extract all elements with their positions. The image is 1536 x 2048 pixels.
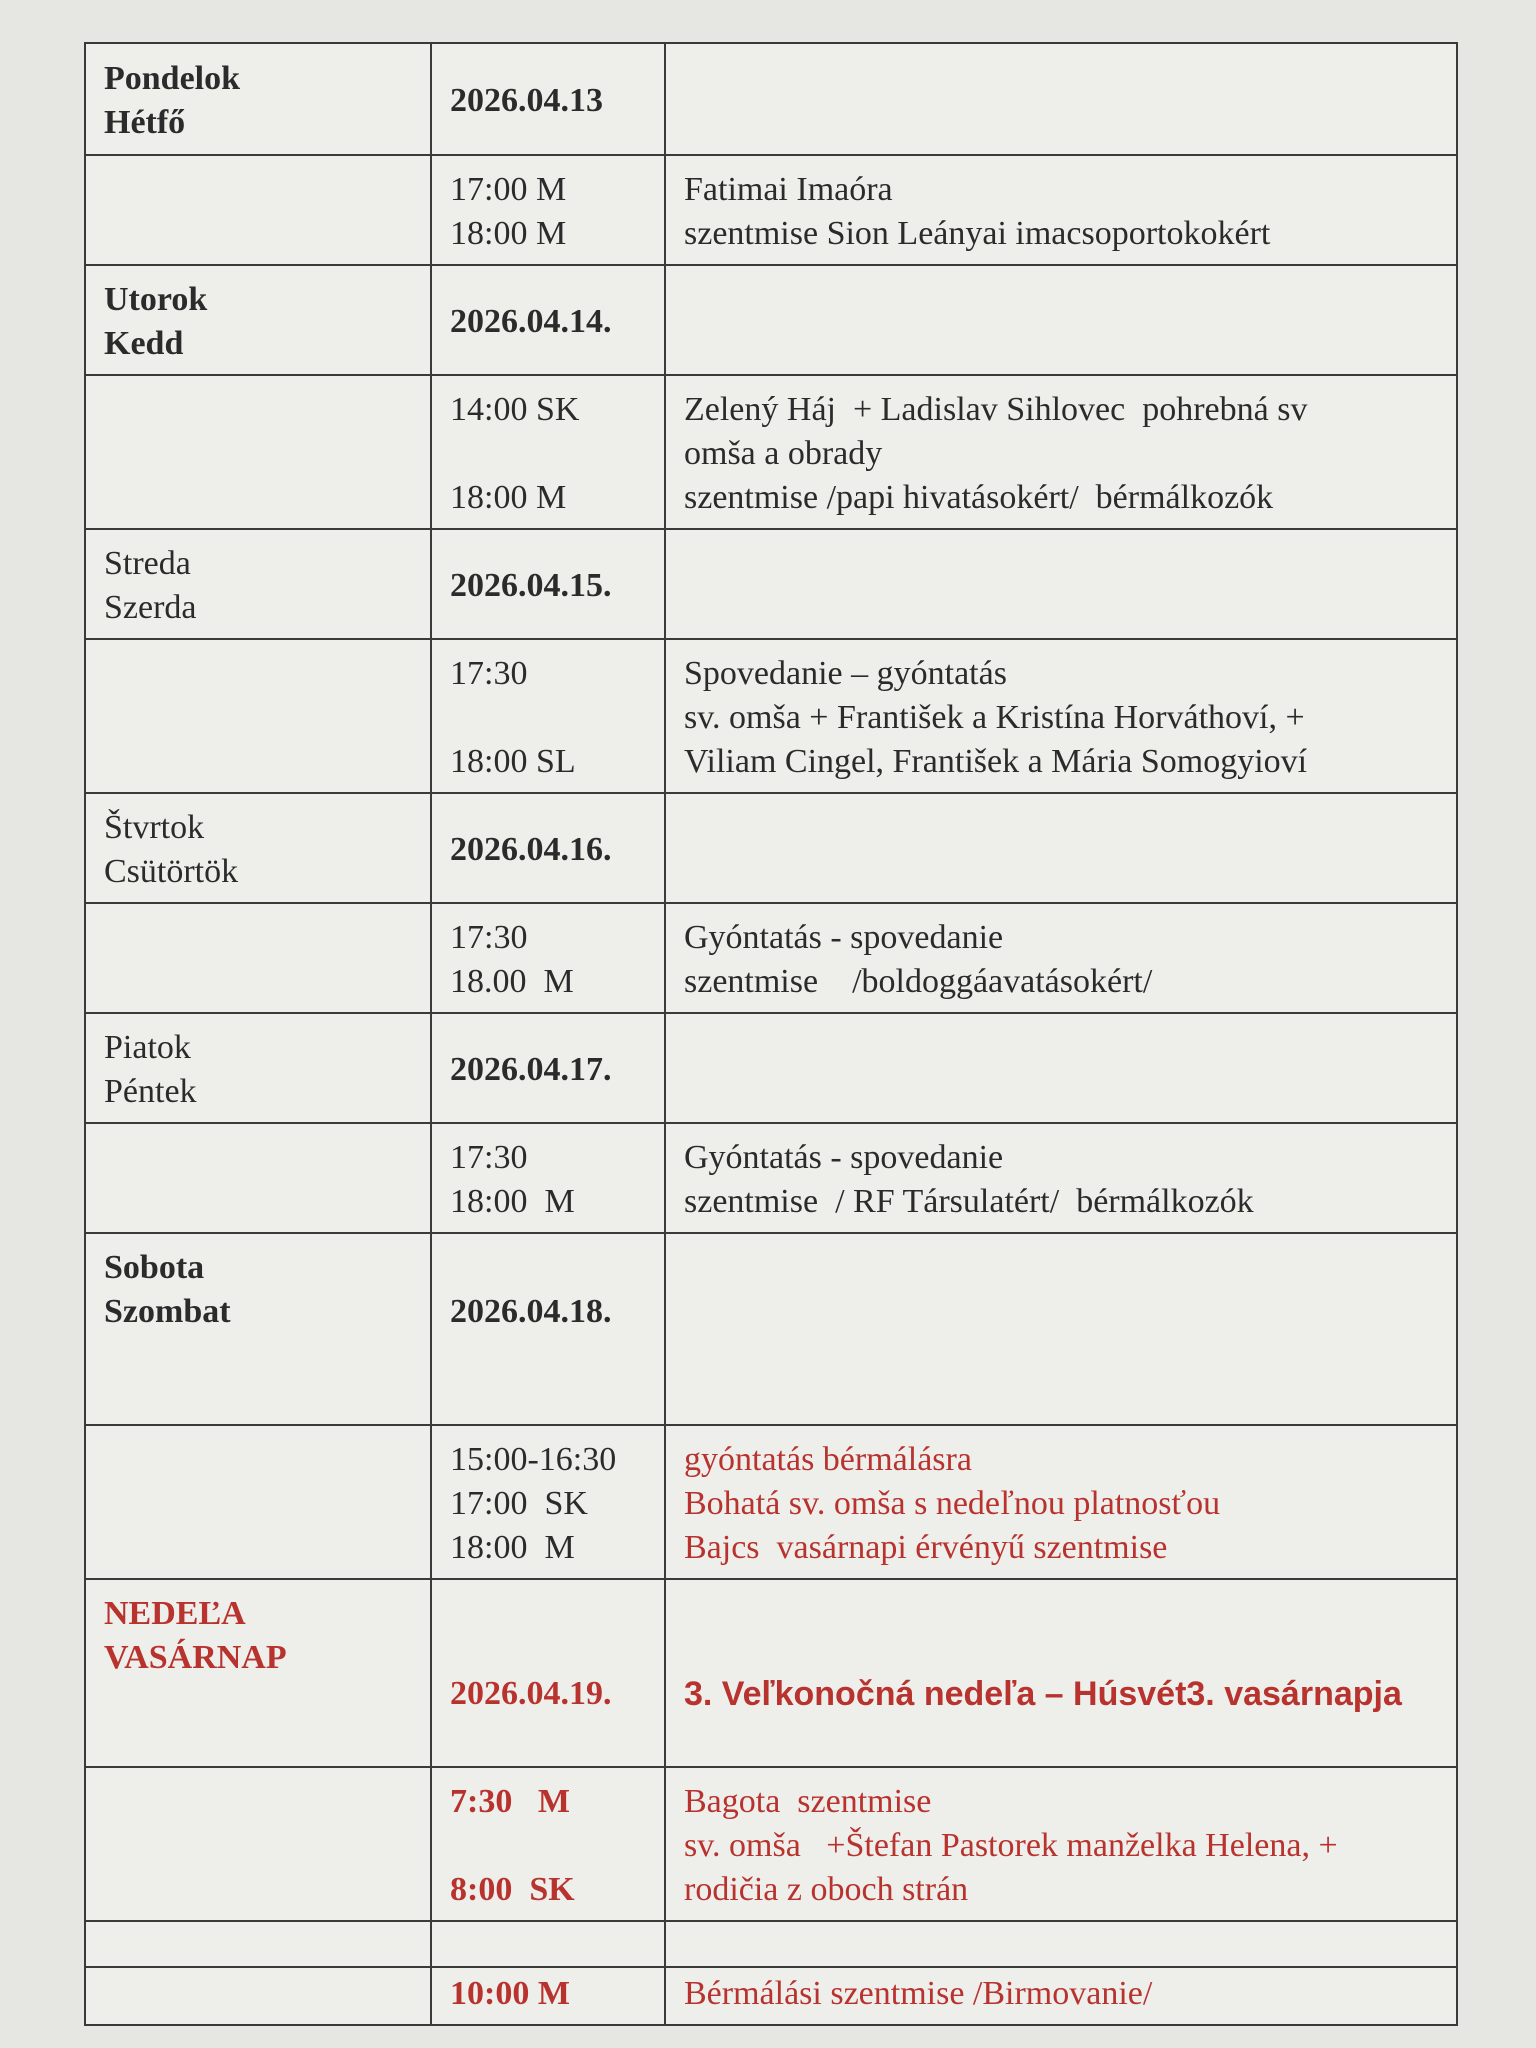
day-name-hu: Hétfő [104,104,186,141]
day-header-row [85,1233,1457,1425]
events-row [85,155,1457,265]
empty-cell [85,639,431,793]
day-name-hu: Péntek [104,1073,197,1110]
time-label: 7:30 M [450,1783,570,1820]
events-row [85,1767,1457,1921]
time-label: 15:00-16:30 [450,1441,617,1478]
event-text: Bajcs vasárnapi érvényű szentmise [684,1529,1168,1566]
day-name-sk: Sobota [104,1249,205,1286]
event-text: Spovedanie – gyóntatás [684,655,1007,692]
times-cell [431,639,665,793]
empty-cell [665,1921,1457,1967]
empty-cell [85,903,431,1013]
event-text: Fatimai Imaóra [684,171,893,208]
day-title-cell [665,265,1457,375]
day-title-cell [665,1233,1457,1425]
day-name-hu: Csütörtök [104,853,239,890]
day-name-cell [85,529,431,639]
day-name-sk: Štvrtok [104,809,205,846]
events-row [85,1123,1457,1233]
day-name-sk: Pondelok [104,60,241,97]
day-name-hu: Szombat [104,1293,231,1330]
day-title-cell [665,43,1457,155]
day-name-cell [85,43,431,155]
day-name-hu: Kedd [104,325,184,362]
empty-cell [85,1921,431,1967]
times-cell [431,1425,665,1579]
day-name-cell [85,1579,431,1767]
time-label: 17:30 [450,1139,528,1176]
day-name-sk: Streda [104,545,191,582]
event-text: rodičia z oboch strán [684,1871,969,1908]
events-cell [665,155,1457,265]
events-row [85,903,1457,1013]
event-text: Gyóntatás - spovedanie [684,1139,1004,1176]
time-label: 14:00 SK [450,391,580,428]
events-row [85,639,1457,793]
day-title-cell: 3. Veľkonočná nedeľa – Húsvét3. vasárnapja [665,1579,1457,1767]
time-label: 18:00 SL [450,743,576,780]
events-row [85,375,1457,529]
date-cell: 2026.04.18. [431,1233,665,1425]
day-title-cell [665,1013,1457,1123]
event-text: szentmise Sion Leányai imacsoportokokért [684,215,1271,252]
times-cell [431,155,665,265]
date-cell: 2026.04.16. [431,793,665,903]
time-label: 18.00 M [450,963,574,1000]
event-text: Bagota szentmise [684,1783,932,1820]
empty-cell [85,1123,431,1233]
time-label: 17:30 [450,919,528,956]
time-label: 17:30 [450,655,528,692]
events-cell [665,1123,1457,1233]
events-cell [665,903,1457,1013]
event-text: sv. omša + František a Kristína Horváthoví, + [684,699,1305,736]
times-cell [431,375,665,529]
event-text: Gyóntatás - spovedanie [684,919,1004,956]
event-text: Viliam Cingel, František a Mária Somogyioví [684,743,1308,780]
time-label: 18:00 M [450,215,567,252]
empty-cell [431,1921,665,1967]
times-cell [431,1123,665,1233]
times-cell [431,1767,665,1921]
time-label: 17:00 M [450,171,567,208]
day-name-hu: Szerda [104,589,197,626]
time-label: 8:00 SK [450,1871,575,1908]
day-name-cell [85,1233,431,1425]
day-title-cell [665,793,1457,903]
date-cell: 2026.04.13 [431,43,665,155]
time-label: 18:00 M [450,1529,575,1566]
day-name-sk: Utorok [104,281,208,318]
empty-cell [85,1425,431,1579]
event-text: szentmise /papi hivatásokért/ bérmálkozók [684,479,1274,516]
date-cell: 2026.04.17. [431,1013,665,1123]
day-name-sk: NEDEĽA [104,1595,246,1632]
day-title-cell [665,529,1457,639]
day-header-row [85,1013,1457,1123]
date-cell: 2026.04.14. [431,265,665,375]
empty-cell [85,1767,431,1921]
event-text: szentmise /boldoggáavatásokért/ [684,963,1153,1000]
events-cell [665,1767,1457,1921]
day-name-sk: Piatok [104,1029,191,1066]
event-text: szentmise / RF Társulatért/ bérmálkozók [684,1183,1254,1220]
event-text: gyóntatás bérmálásra [684,1441,972,1478]
event-text: Zelený Háj + Ladislav Sihlovec pohrebná sv [684,391,1308,428]
time-label: 10:00 M [431,1967,665,2025]
day-header-row [85,265,1457,375]
date-cell: 2026.04.15. [431,529,665,639]
event-text: omša a obrady [684,435,883,472]
events-cell [665,375,1457,529]
day-name-hu: VASÁRNAP [104,1639,287,1676]
date-cell: 2026.04.19. [431,1579,665,1767]
time-label: 17:00 SK [450,1485,588,1522]
day-header-row [85,1579,1457,1767]
day-header-row [85,529,1457,639]
time-label: 18:00 M [450,1183,575,1220]
day-name-cell [85,793,431,903]
events-row [85,1967,1457,2025]
event-text: sv. omša +Štefan Pastorek manželka Helena, + [684,1827,1338,1864]
events-cell [665,1425,1457,1579]
event-text: Bérmálási szentmise /Birmovanie/ [665,1967,1457,2025]
events-row [85,1425,1457,1579]
spacer-row [85,1921,1457,1967]
time-label: 18:00 M [450,479,567,516]
events-cell [665,639,1457,793]
times-cell [431,903,665,1013]
event-text: Bohatá sv. omša s nedeľnou platnosťou [684,1485,1221,1522]
empty-cell [85,375,431,529]
day-header-row [85,793,1457,903]
day-name-cell [85,265,431,375]
day-name-cell [85,1013,431,1123]
day-header-row [85,43,1457,155]
empty-cell [85,1967,431,2025]
empty-cell [85,155,431,265]
mass-schedule-table [84,42,1458,2026]
